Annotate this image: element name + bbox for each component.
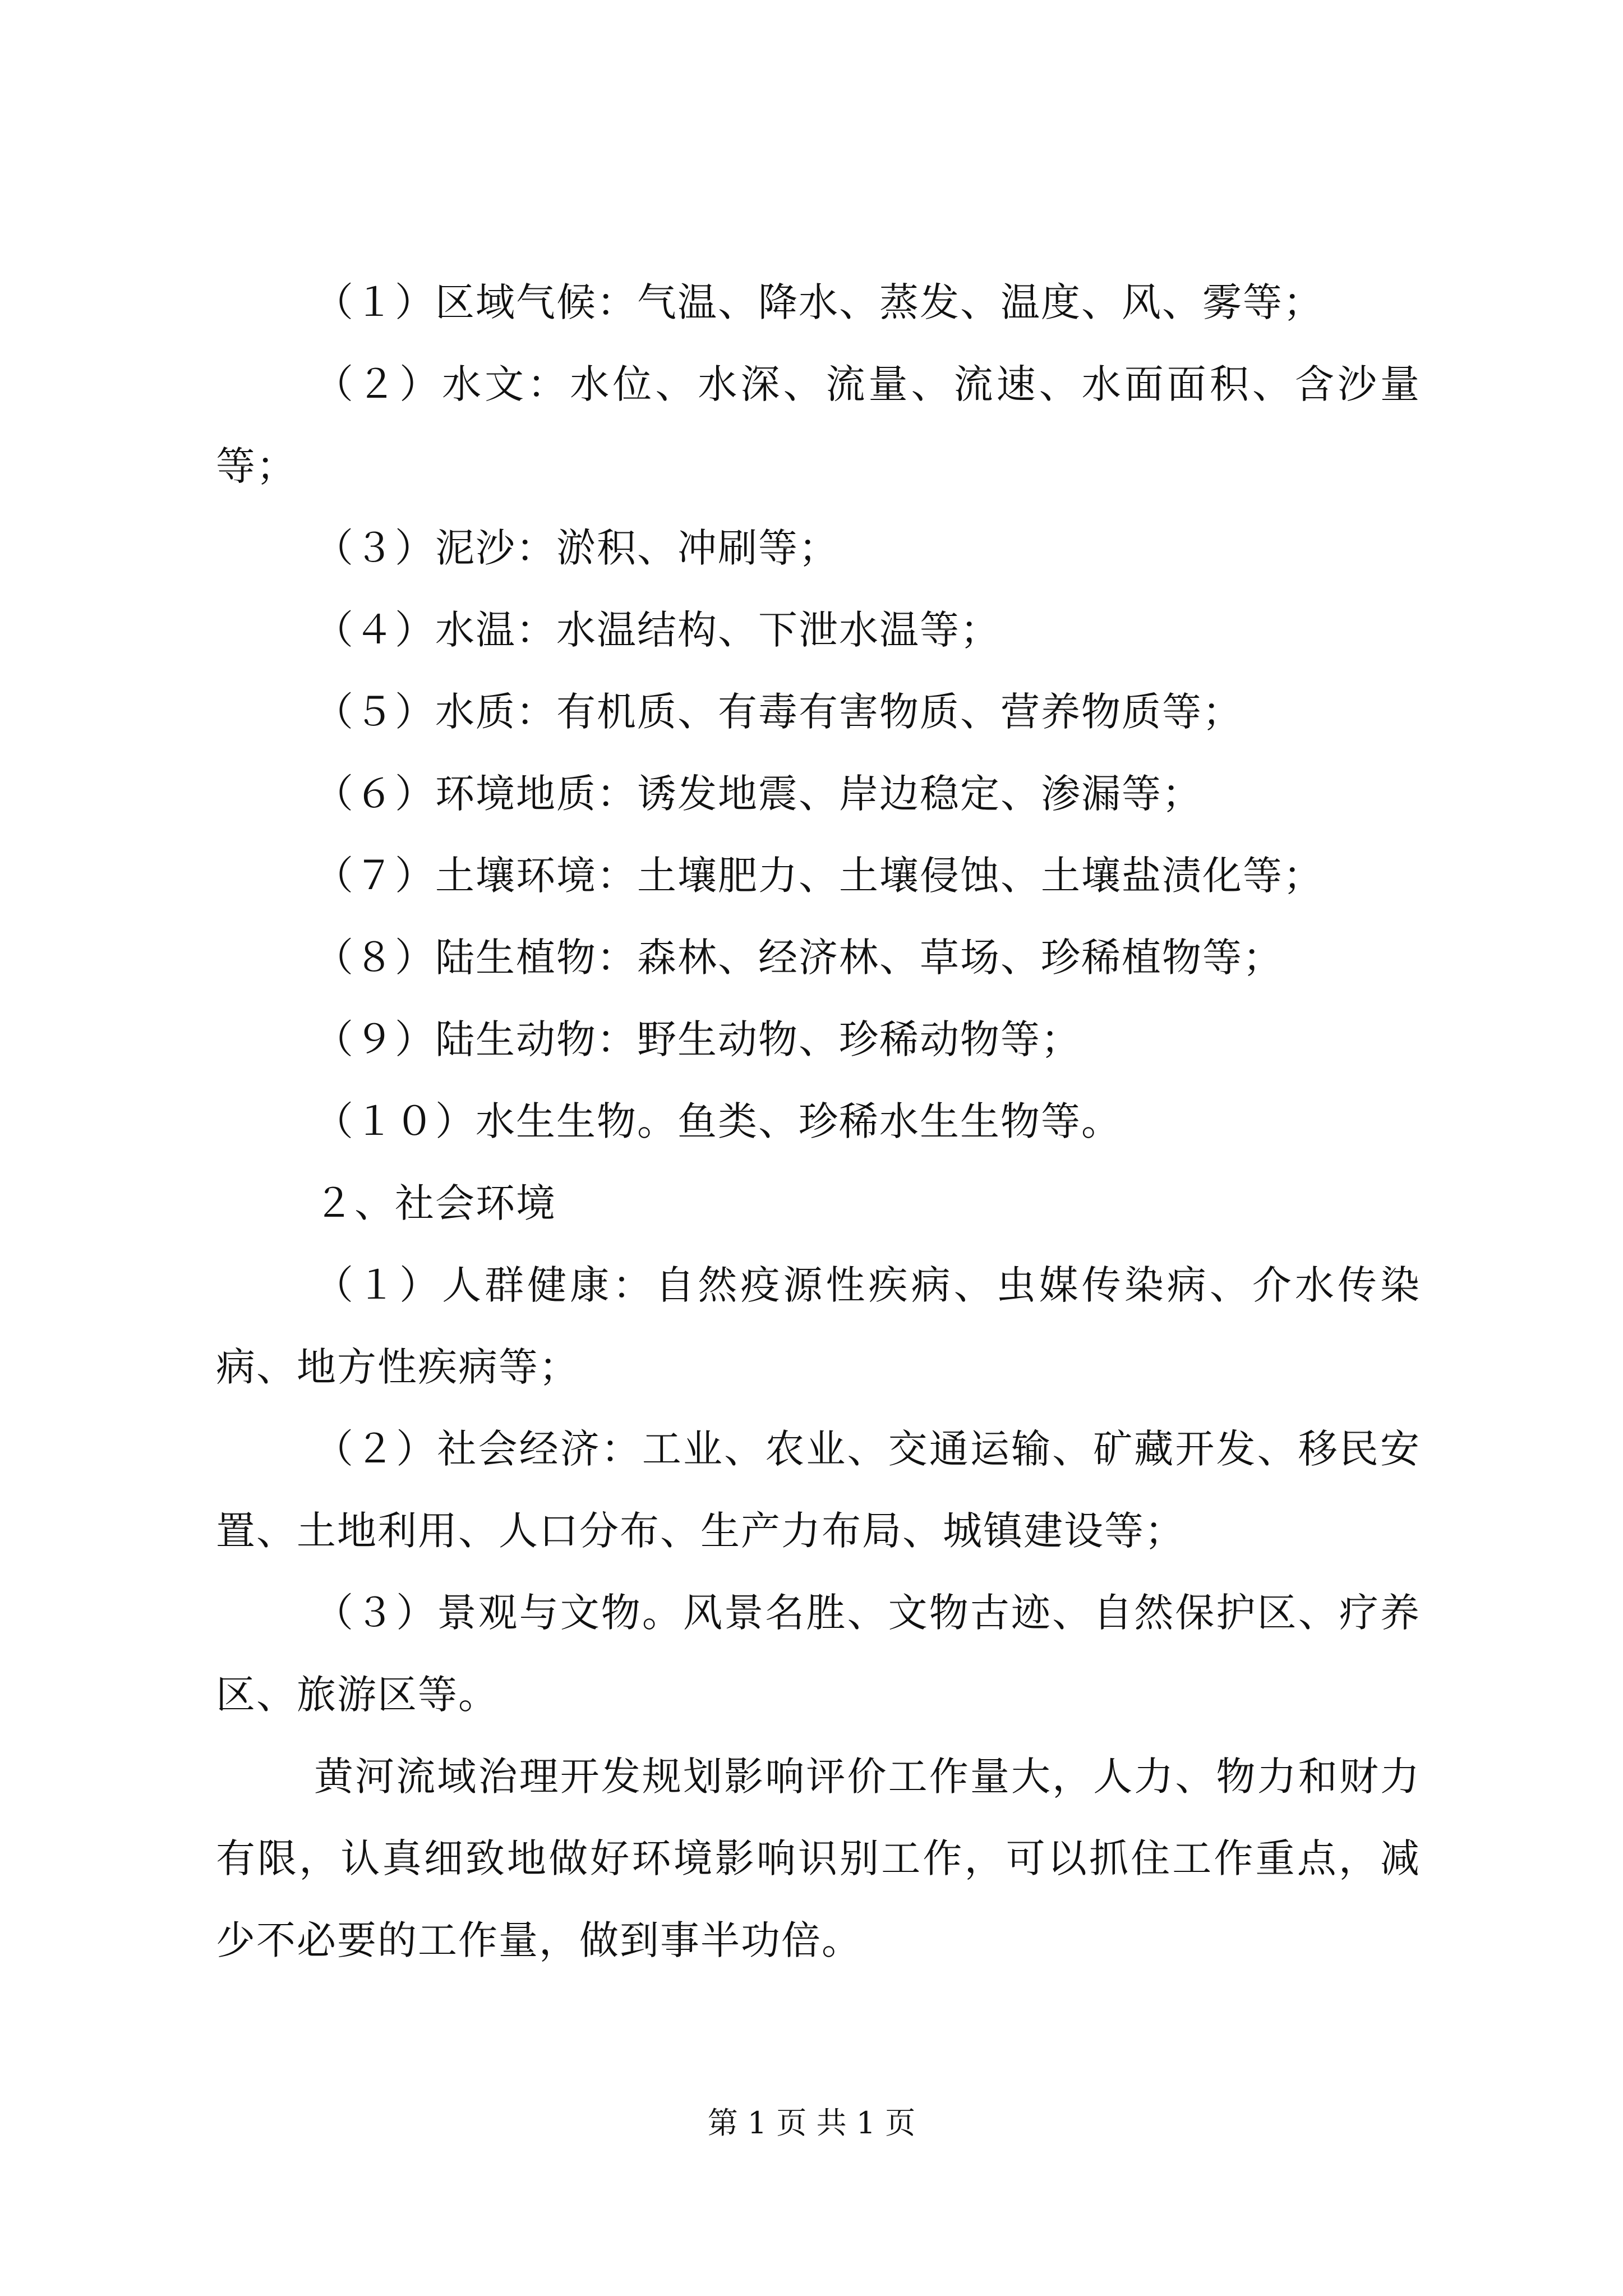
document-body [216, 261, 1421, 1981]
paragraph-environmental-geology: （６）环境地质：诱发地震、岸边稳定、渗漏等； [314, 771, 1202, 817]
paragraph-hydrology: （２）水文：水位、水深、流量、流速、水面面积、含沙量等； [216, 361, 1421, 489]
paragraph-water-temperature: （４）水温：水温结构、下泄水温等； [314, 607, 1000, 653]
paragraph-sediment: （３）泥沙：淤积、冲刷等； [314, 525, 839, 571]
paragraph-aquatic-life: （１０）水生生物。鱼类、珍稀水生生物等。 [314, 1098, 1122, 1144]
section-heading-social-environment: ２、社会环境 [314, 1180, 556, 1226]
paragraph-public-health: （１）人群健康：自然疫源性疾病、虫媒传染病、介水传染病、地方性疾病等； [216, 1262, 1421, 1390]
paragraph-landscape-relics: （３）景观与文物。风景名胜、文物古迹、自然保护区、疗养区、旅游区等。 [216, 1590, 1421, 1718]
page-footer: 第 1 页 共 1 页 [707, 2105, 916, 2141]
paragraph-water-quality: （５）水质：有机质、有毒有害物质、营养物质等； [314, 689, 1243, 735]
paragraph-terrestrial-plants: （８）陆生植物：森林、经济林、草场、珍稀植物等； [314, 935, 1283, 981]
paragraph-climate: （１）区域气候：气温、降水、蒸发、温度、风、雾等； [314, 279, 1324, 325]
paragraph-soil-environment: （７）土壤环境：土壤肥力、土壤侵蚀、土壤盐渍化等； [314, 853, 1324, 899]
paragraph-terrestrial-animals: （９）陆生动物：野生动物、珍稀动物等； [314, 1016, 1081, 1062]
paragraph-conclusion: 黄河流域治理开发规划影响评价工作量大，人力、物力和财力有限，认真细致地做好环境影响识别工作，可以抓住工作重点，减少不必要的工作量，做到事半功倍。 [216, 1754, 1421, 1963]
paragraph-social-economy: （２）社会经济：工业、农业、交通运输、矿藏开发、移民安置、土地利用、人口分布、生产力布局、城镇建设等； [216, 1426, 1421, 1554]
